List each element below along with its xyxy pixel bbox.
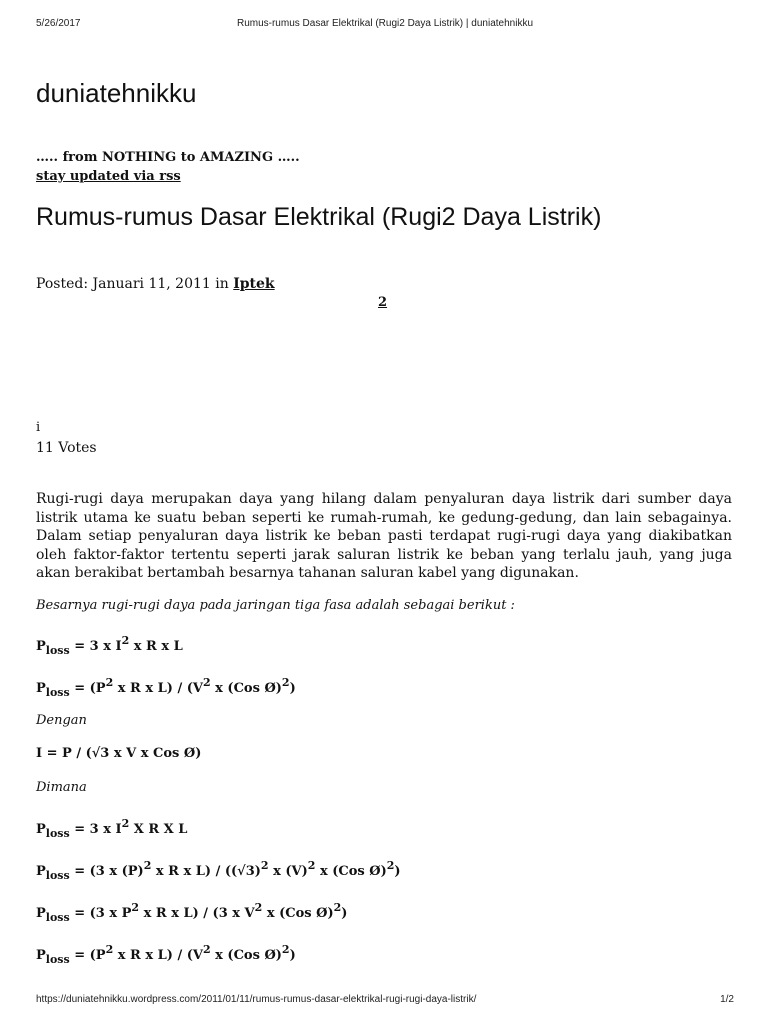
post-paragraph: Rugi-rugi daya merupakan daya yang hilang dalam penyaluran daya listrik dari sumber daya listrik utama ke suatu beban seperti ke rumah-rumah, ke gedung-gedung, dan lain sebagainya. Dalam setiap penyaluran daya listrik ke beban pasti terdapat rugi-rugi daya yang diakibatkan oleh faktor-faktor tertentu seperti jarak saluran listrik ke beban yang terlalu jauh, yang juga akan berakibat bertambah besarnya tahanan saluran kabel yang digunakan. bbox=[36, 491, 732, 581]
print-date: 5/26/2017 bbox=[36, 18, 81, 29]
formula-superscript: 2 bbox=[307, 859, 316, 872]
formula-symbol: P bbox=[36, 906, 46, 921]
formula-superscript: 2 bbox=[131, 901, 140, 914]
formula-part: = (P bbox=[69, 681, 106, 696]
formula-part: x R x L) / ((√3) bbox=[151, 864, 261, 879]
formula-symbol: P bbox=[36, 864, 46, 879]
formula-subscript: loss bbox=[45, 869, 70, 882]
formula-superscript: 2 bbox=[281, 676, 290, 689]
formula-superscript: 2 bbox=[281, 943, 290, 956]
formula-ploss-4 bbox=[36, 859, 401, 882]
dimana-label: Dimana bbox=[36, 780, 87, 795]
formula-part: x R x L) / (V bbox=[113, 948, 203, 963]
print-page-title: Rumus-rumus Dasar Elektrikal (Rugi2 Daya Listrik) | duniatehnikku bbox=[236, 18, 534, 29]
formula-part: = 3 x I bbox=[69, 639, 122, 654]
formula-part: = 3 x I bbox=[69, 822, 122, 837]
formula-symbol: P bbox=[36, 948, 46, 963]
formula-part: x R x L) / (3 x V bbox=[139, 906, 255, 921]
formula-part: ) bbox=[341, 906, 348, 921]
site-tagline: ….. from NOTHING to AMAZING ….. bbox=[36, 150, 300, 165]
formula-superscript: 2 bbox=[105, 676, 114, 689]
formula-part: x (V) bbox=[268, 864, 308, 879]
formula-part: X R X L bbox=[129, 822, 188, 837]
dengan-label: Dengan bbox=[36, 713, 87, 728]
formula-superscript: 2 bbox=[260, 859, 269, 872]
formula-part: x (Cos Ø) bbox=[210, 948, 282, 963]
formula-part: = (3 x P bbox=[69, 906, 132, 921]
print-page-number: 1/2 bbox=[720, 994, 734, 1005]
post-meta bbox=[36, 276, 275, 292]
formula-superscript: 2 bbox=[202, 676, 211, 689]
formula-superscript: 2 bbox=[202, 943, 211, 956]
print-header bbox=[36, 18, 734, 32]
formula-symbol: P bbox=[36, 822, 46, 837]
formula-symbol: P bbox=[36, 639, 46, 654]
formula-part: x (Cos Ø) bbox=[315, 864, 387, 879]
comment-count-link[interactable]: 2 bbox=[378, 295, 388, 310]
formula-superscript: 2 bbox=[121, 817, 130, 830]
formula-subscript: loss bbox=[45, 953, 70, 966]
rss-link[interactable]: stay updated via rss bbox=[36, 169, 181, 184]
formula-current: I = P / (√3 x V x Cos Ø) bbox=[36, 746, 202, 761]
formula-part: x (Cos Ø) bbox=[210, 681, 282, 696]
formula-part: x (Cos Ø) bbox=[262, 906, 334, 921]
formula-superscript: 2 bbox=[105, 943, 114, 956]
site-title[interactable]: duniatehnikku bbox=[36, 78, 197, 108]
formula-subscript: loss bbox=[45, 827, 70, 840]
formula-ploss-2 bbox=[36, 676, 296, 699]
formula-subscript: loss bbox=[45, 644, 70, 657]
print-footer bbox=[36, 994, 734, 1008]
formula-subscript: loss bbox=[45, 686, 70, 699]
formula-ploss-6 bbox=[36, 943, 296, 966]
rating-info-icon[interactable]: i bbox=[36, 420, 41, 435]
formula-superscript: 2 bbox=[254, 901, 263, 914]
category-link[interactable]: Iptek bbox=[233, 276, 275, 292]
formula-superscript: 2 bbox=[143, 859, 152, 872]
formula-part: ) bbox=[394, 864, 401, 879]
formula-part: = (3 x (P) bbox=[69, 864, 144, 879]
formula-ploss-1 bbox=[36, 634, 183, 657]
formula-part: = (P bbox=[69, 948, 106, 963]
print-url: https://duniatehnikku.wordpress.com/2011/01/11/rumus-rumus-dasar-elektrikal-rugi-rugi-daya-listrik/ bbox=[36, 994, 477, 1005]
posted-date-label: Posted: Januari 11, 2011 in bbox=[36, 276, 229, 292]
post-title: Rumus-rumus Dasar Elektrikal (Rugi2 Daya Listrik) bbox=[36, 203, 602, 231]
formula-symbol: P bbox=[36, 681, 46, 696]
formula-part: ) bbox=[289, 681, 296, 696]
vote-count: 11 Votes bbox=[36, 440, 97, 456]
formula-superscript: 2 bbox=[333, 901, 342, 914]
formula-subscript: loss bbox=[45, 911, 70, 924]
formula-part: x R x L) / (V bbox=[113, 681, 203, 696]
intro-italic-text: Besarnya rugi-rugi daya pada jaringan tiga fasa adalah sebagai berikut : bbox=[36, 598, 515, 613]
formula-superscript: 2 bbox=[386, 859, 395, 872]
formula-ploss-3 bbox=[36, 817, 187, 840]
formula-part: ) bbox=[289, 948, 296, 963]
formula-superscript: 2 bbox=[121, 634, 130, 647]
formula-part: x R x L bbox=[129, 639, 183, 654]
formula-ploss-5 bbox=[36, 901, 347, 924]
